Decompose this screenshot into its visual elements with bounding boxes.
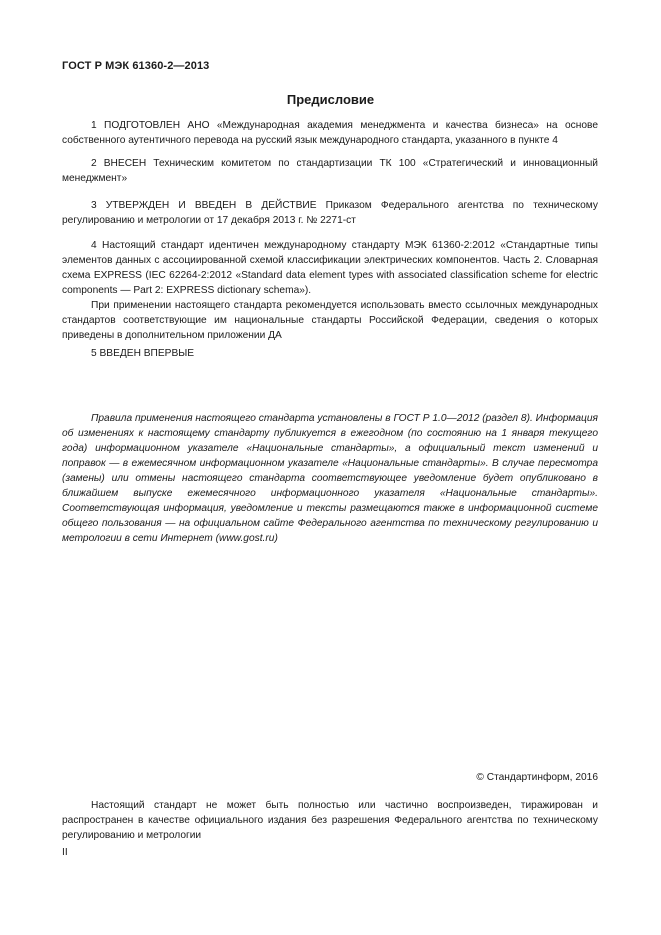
preface-item-1: 1 ПОДГОТОВЛЕН АНО «Международная академия менеджмента и качества бизнеса» на основе собственного аутентичного перевода на русский язык международного стандарта, указанного в пункте 4 xyxy=(62,120,598,146)
preface-item-4: 4 Настоящий стандарт идентичен международному стандарту МЭК 61360-2:2012 «Стандартные типы элементов данных с ассоциированной схемой классификации электрических компонентов. Часть 2. Словарная схема EXPRESS (IEC 62264-2:2012 «Standard data element types with associated classification scheme for electric components — Part 2: EXPRESS dictionary schema»). xyxy=(62,240,598,296)
page-number: II xyxy=(62,847,68,858)
copyright-line: © Стандартинформ, 2016 xyxy=(476,772,598,783)
reproduction-restriction-note: Настоящий стандарт не может быть полностью или частично воспроизведен, тиражирован и распространен в качестве официального издания без разрешения Федерального агентства по техническому регулированию и метрологии xyxy=(62,800,598,841)
preface-title: Предисловие xyxy=(286,92,375,107)
preface-item-3: 3 УТВЕРЖДЕН И ВВЕДЕН В ДЕЙСТВИЕ Приказом Федерального агентства по техническому регулированию и метрологии от 17 декабря 2013 г. № 2271-ст xyxy=(62,200,598,226)
preface-item-2: 2 ВНЕСЕН Техническим комитетом по стандартизации ТК 100 «Стратегический и инновационный менеджмент» xyxy=(62,158,598,184)
application-rules-notice: Правила применения настоящего стандарта установлены в ГОСТ Р 1.0—2012 (раздел 8). Информация об изменениях к настоящему стандарту публикуется в ежегодном (по состоянию на 1 января текущего года) информационном указателе «Национальные стандарты», а официальный текст изменений и поправок — в ежемесячном информационном указателе «Национальные стандарты». В случае пересмотра (замены) или отмены настоящего стандарта соответствующее уведомление будет опубликовано в ближайшем выпуске ежемесячного информационного указателя «Национальные стандарты». Соответствующая информация, уведомление и тексты размещаются также в информационной системе общего пользования — на официальном сайте Федерального агентства по техническому регулированию и метрологии в сети Интернет (www.gost.ru) xyxy=(62,413,598,544)
preface-item-5-block xyxy=(62,346,598,361)
preface-item-4-note: При применении настоящего стандарта рекомендуется использовать вместо ссылочных международных стандартов соответствующие им национальные стандарты Российской Федерации, сведения о которых приведены в дополнительном приложении ДА xyxy=(62,300,598,341)
preface-item-5: 5 ВВЕДЕН ВПЕРВЫЕ xyxy=(91,348,195,359)
preface-item-3-block xyxy=(62,198,598,228)
standard-code-header: ГОСТ Р МЭК 61360-2—2013 xyxy=(62,60,210,72)
preface-item-1-block xyxy=(62,118,598,148)
preface-item-4-block xyxy=(62,238,598,343)
preface-item-2-block xyxy=(62,156,598,186)
